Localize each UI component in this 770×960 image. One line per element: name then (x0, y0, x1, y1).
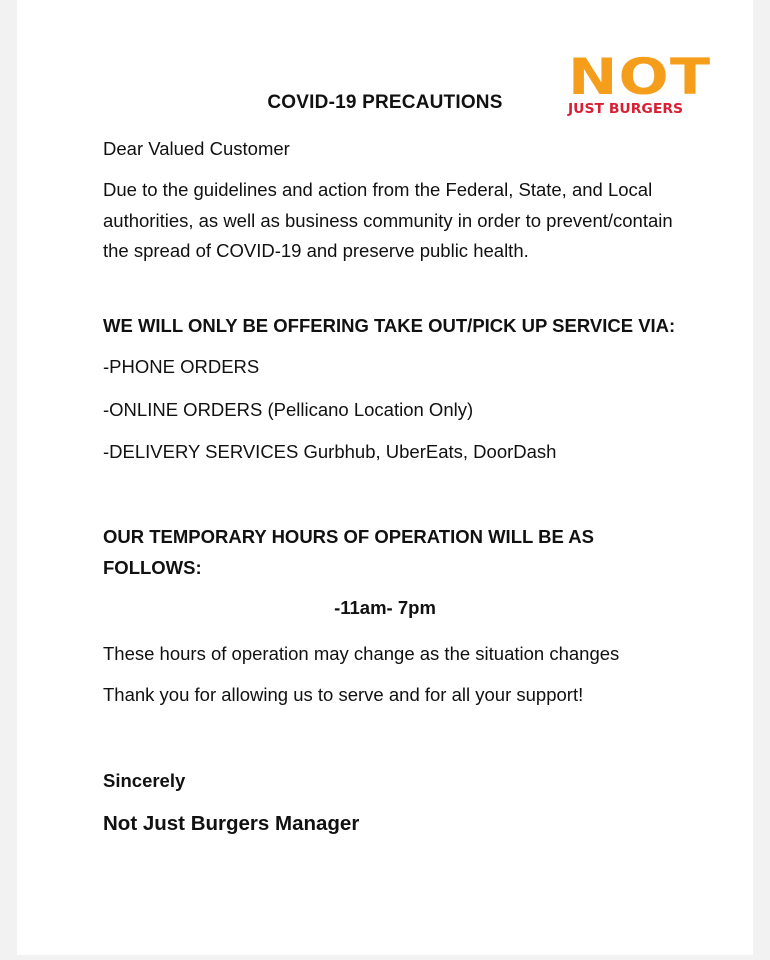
service-item-online: -ONLINE ORDERS (Pellicano Location Only) (103, 399, 474, 420)
logo-main-text: NOT (568, 48, 712, 106)
closing: Sincerely (103, 770, 186, 791)
service-item-delivery: -DELIVERY SERVICES Gurbhub, UberEats, DoorDash (103, 441, 557, 462)
hours-note: These hours of operation may change as the situation changes (103, 643, 620, 664)
service-item-phone: -PHONE ORDERS (103, 356, 260, 377)
page-title: COVID-19 PRECAUTIONS (267, 92, 503, 113)
thanks-line: Thank you for allowing us to serve and for all your support! (103, 684, 584, 705)
intro-paragraph: Due to the guidelines and action from the Federal, State, and Local authorities, as well as business community in order to prevent/contain the spread of COVID-19 and preserve public health. (103, 179, 673, 261)
signer-name: Not Just Burgers Manager (103, 812, 360, 835)
letter-page (17, 0, 753, 955)
salutation: Dear Valued Customer (103, 138, 290, 159)
hours-heading: OUR TEMPORARY HOURS OF OPERATION WILL BE AS FOLLOWS: (103, 526, 594, 578)
logo-sub-text: JUST BURGERS (568, 102, 684, 117)
service-heading: WE WILL ONLY BE OFFERING TAKE OUT/PICK UP SERVICE VIA: (103, 315, 676, 336)
hours-value: -11am- 7pm (334, 597, 436, 618)
